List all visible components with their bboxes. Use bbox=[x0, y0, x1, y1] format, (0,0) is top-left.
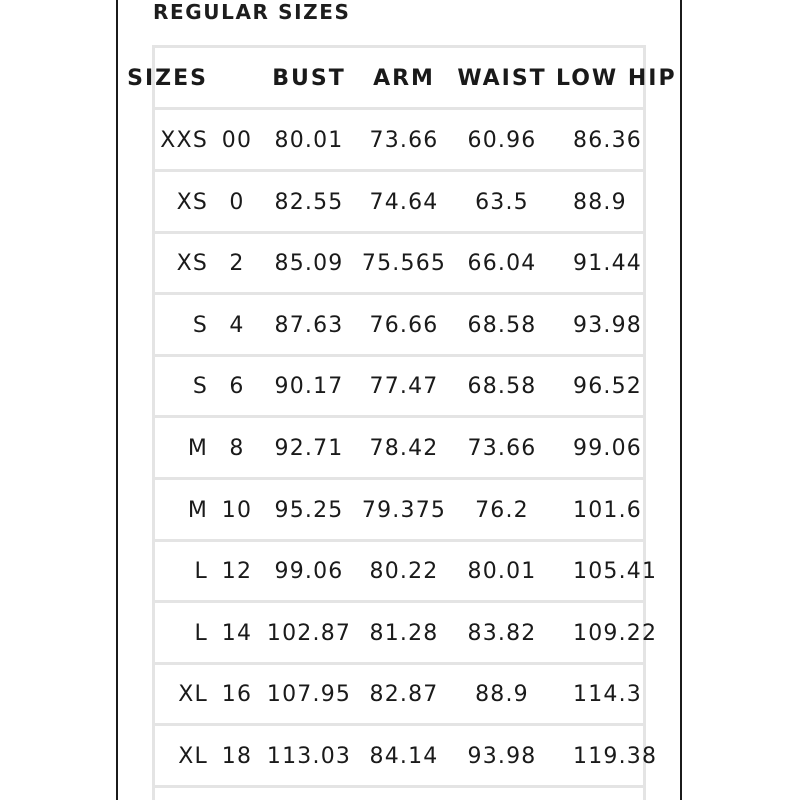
waist-cell: 66.04 bbox=[467, 251, 537, 277]
number-cell: 18 bbox=[221, 744, 253, 769]
arm-cell: 81.28 bbox=[369, 620, 439, 646]
size-cell: XS bbox=[176, 189, 208, 215]
table-row bbox=[155, 418, 643, 480]
low-hip-cell: 91.44 bbox=[573, 251, 642, 277]
arm-cell: 77.47 bbox=[369, 374, 439, 400]
size-cell: XL bbox=[178, 744, 208, 769]
bust-cell: 90.17 bbox=[274, 374, 344, 400]
low-hip-cell: 105.41 bbox=[573, 559, 658, 585]
header-sizes: SIZES bbox=[127, 66, 208, 91]
header-waist: WAIST bbox=[457, 66, 547, 91]
table-row bbox=[155, 110, 643, 172]
section-heading: REGULAR SIZES bbox=[153, 0, 351, 24]
number-cell: 00 bbox=[221, 128, 253, 153]
bust-cell: 99.06 bbox=[274, 559, 344, 585]
size-cell: S bbox=[192, 312, 208, 338]
bust-cell: 82.55 bbox=[274, 189, 344, 215]
table-row bbox=[155, 726, 658, 788]
number-cell: 16 bbox=[221, 682, 253, 708]
table-header-row bbox=[127, 48, 677, 110]
table-row bbox=[155, 603, 658, 665]
bust-cell: 80.01 bbox=[274, 128, 344, 153]
number-cell: 4 bbox=[229, 312, 245, 338]
table-row bbox=[155, 356, 643, 418]
table-row bbox=[155, 541, 658, 603]
low-hip-cell: 99.06 bbox=[573, 436, 642, 461]
bust-cell: 92.71 bbox=[274, 436, 344, 461]
arm-cell: 78.42 bbox=[369, 436, 439, 461]
low-hip-cell: 114.3 bbox=[573, 682, 642, 708]
bust-cell: 102.87 bbox=[266, 620, 352, 646]
bust-cell: 85.09 bbox=[274, 251, 344, 277]
arm-cell: 76.66 bbox=[369, 312, 439, 338]
waist-cell: 76.2 bbox=[475, 497, 529, 523]
number-cell: 2 bbox=[229, 251, 245, 277]
size-cell: M bbox=[187, 497, 208, 523]
bust-cell: 95.25 bbox=[274, 497, 344, 523]
table-row bbox=[155, 295, 643, 357]
size-cell: M bbox=[187, 436, 208, 461]
arm-cell: 82.87 bbox=[369, 682, 439, 708]
size-cell: XL bbox=[178, 682, 208, 708]
waist-cell: 68.58 bbox=[467, 374, 537, 400]
bust-cell: 107.95 bbox=[266, 682, 352, 708]
number-cell: 14 bbox=[221, 620, 253, 646]
arm-cell: 74.64 bbox=[369, 189, 439, 215]
number-cell: 6 bbox=[229, 374, 245, 400]
header-low-hip: LOW HIP bbox=[556, 66, 677, 91]
bust-cell: 87.63 bbox=[274, 312, 344, 338]
low-hip-cell: 109.22 bbox=[573, 620, 658, 646]
waist-cell: 93.98 bbox=[467, 744, 537, 769]
table-row bbox=[155, 480, 643, 542]
size-cell: XS bbox=[176, 251, 208, 277]
low-hip-cell: 88.9 bbox=[573, 189, 627, 215]
waist-cell: 83.82 bbox=[467, 620, 537, 646]
number-cell: 0 bbox=[229, 189, 245, 215]
low-hip-cell: 93.98 bbox=[573, 312, 642, 338]
header-arm: ARM bbox=[373, 66, 435, 91]
waist-cell: 60.96 bbox=[467, 128, 537, 153]
arm-cell: 79.375 bbox=[361, 497, 447, 523]
low-hip-cell: 101.6 bbox=[573, 497, 642, 523]
number-cell: 8 bbox=[229, 436, 245, 461]
waist-cell: 88.9 bbox=[475, 682, 529, 708]
arm-cell: 75.565 bbox=[361, 251, 447, 277]
arm-cell: 80.22 bbox=[369, 559, 439, 585]
waist-cell: 68.58 bbox=[467, 312, 537, 338]
arm-cell: 84.14 bbox=[369, 744, 439, 769]
waist-cell: 73.66 bbox=[467, 436, 537, 461]
low-hip-cell: 119.38 bbox=[573, 744, 658, 769]
low-hip-cell: 86.36 bbox=[573, 128, 642, 153]
size-cell: XXS bbox=[160, 128, 208, 153]
bust-cell: 113.03 bbox=[266, 744, 352, 769]
header-bust: BUST bbox=[272, 66, 346, 91]
size-cell: L bbox=[194, 559, 208, 585]
size-cell: S bbox=[192, 374, 208, 400]
table-row bbox=[155, 664, 643, 726]
size-chart-table[interactable] bbox=[127, 45, 677, 800]
table-row bbox=[155, 172, 643, 234]
arm-cell: 73.66 bbox=[369, 128, 439, 153]
table-row bbox=[155, 233, 643, 295]
size-cell: L bbox=[194, 620, 208, 646]
waist-cell: 80.01 bbox=[467, 559, 537, 585]
number-cell: 10 bbox=[221, 497, 253, 523]
low-hip-cell: 96.52 bbox=[573, 374, 642, 400]
number-cell: 12 bbox=[221, 559, 253, 585]
row-divider bbox=[155, 785, 643, 788]
waist-cell: 63.5 bbox=[475, 189, 529, 215]
